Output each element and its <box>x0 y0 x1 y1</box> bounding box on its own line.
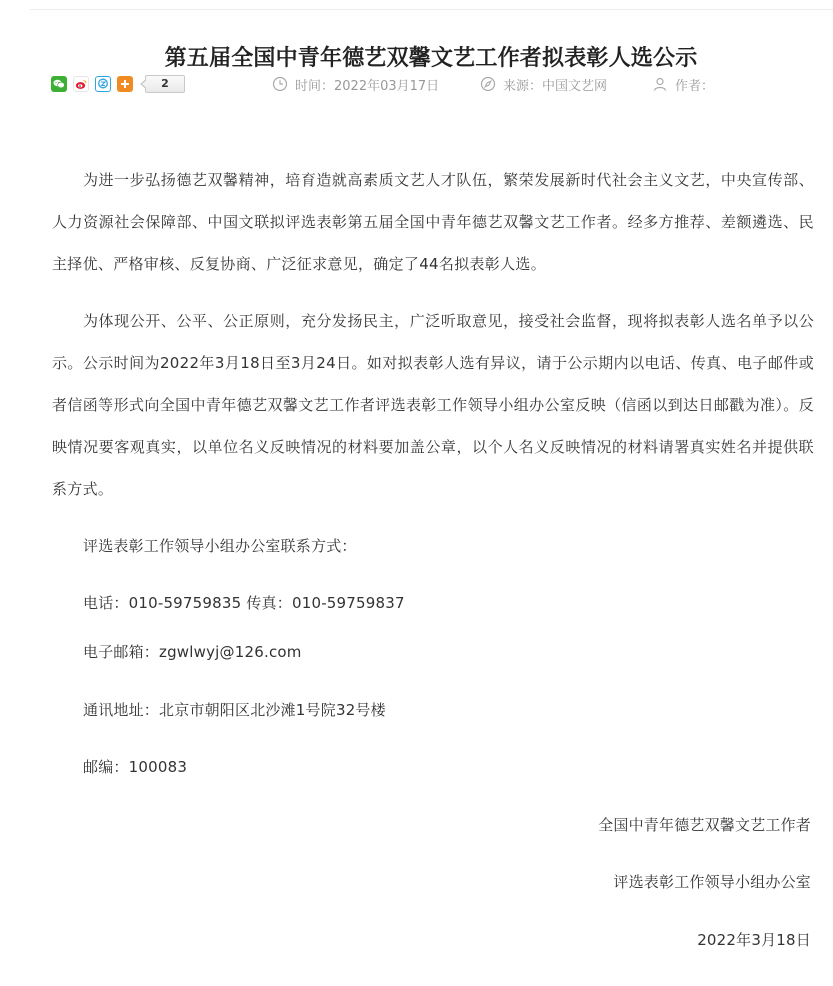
contact-zip: 邮编：100083 <box>83 758 188 776</box>
person-icon <box>652 76 668 92</box>
compass-icon <box>480 76 496 92</box>
article-author <box>652 74 714 94</box>
contact-address: 通讯地址：北京市朝阳区北沙滩1号院32号楼 <box>83 701 386 719</box>
clock-icon <box>272 76 288 92</box>
contact-email: 电子邮箱：zgwlwyj@126.com <box>83 643 302 661</box>
contact-phone: 电话：010-59759835 传真：010-59759837 <box>83 594 405 612</box>
share-bar <box>51 74 185 94</box>
article-source <box>480 74 607 94</box>
wechat-icon[interactable] <box>51 76 67 92</box>
article-title: 第五届全国中青年德艺双馨文艺工作者拟表彰人选公示 <box>164 45 698 71</box>
article-source-text: 来源：中国文艺网 <box>503 78 608 94</box>
article-paragraph: 为体现公开、公平、公正原则，充分发扬民主，广泛听取意见，接受社会监督，现将拟表彰人选名单予以公示。公示时间为2022年3月18日至3月24日。如对拟表彰人选有异议，请于公示期内以电话、传真、电子邮件或者信函等形式向全国中青年德艺双馨文艺工作者评选表彰工作领导小组办公室反映（信函以到达日邮戳为准）。反映情况要客观真实，以单位名义反映情况的材料要加盖公章，以个人名义反映情况的材料请署真实姓名并提供联系方式。 <box>52 312 814 498</box>
share-count-badge[interactable]: 2 <box>145 75 185 93</box>
signature-office: 评选表彰工作领导小组办公室 <box>613 873 811 891</box>
more-share-icon[interactable] <box>117 76 133 92</box>
publish-time-text: 时间：2022年03月17日 <box>295 78 440 94</box>
contact-heading: 评选表彰工作领导小组办公室联系方式： <box>83 537 357 555</box>
signature-org: 全国中青年德艺双馨文艺工作者 <box>598 816 811 834</box>
article-meta-bar <box>0 72 833 94</box>
publish-time <box>272 74 439 94</box>
top-divider <box>30 9 833 10</box>
article-author-text: 作者： <box>675 78 715 94</box>
signature-date: 2022年3月18日 <box>697 931 811 949</box>
weibo-icon[interactable] <box>73 76 89 92</box>
qzone-icon[interactable] <box>95 76 111 92</box>
article-paragraph: 为进一步弘扬德艺双馨精神，培育造就高素质文艺人才队伍，繁荣发展新时代社会主义文艺，中央宣传部、人力资源社会保障部、中国文联拟评选表彰第五届全国中青年德艺双馨文艺工作者。经多方推荐、差额遴选、民主择优、严格审核、反复协商、广泛征求意见，确定了44名拟表彰人选。 <box>52 171 814 273</box>
